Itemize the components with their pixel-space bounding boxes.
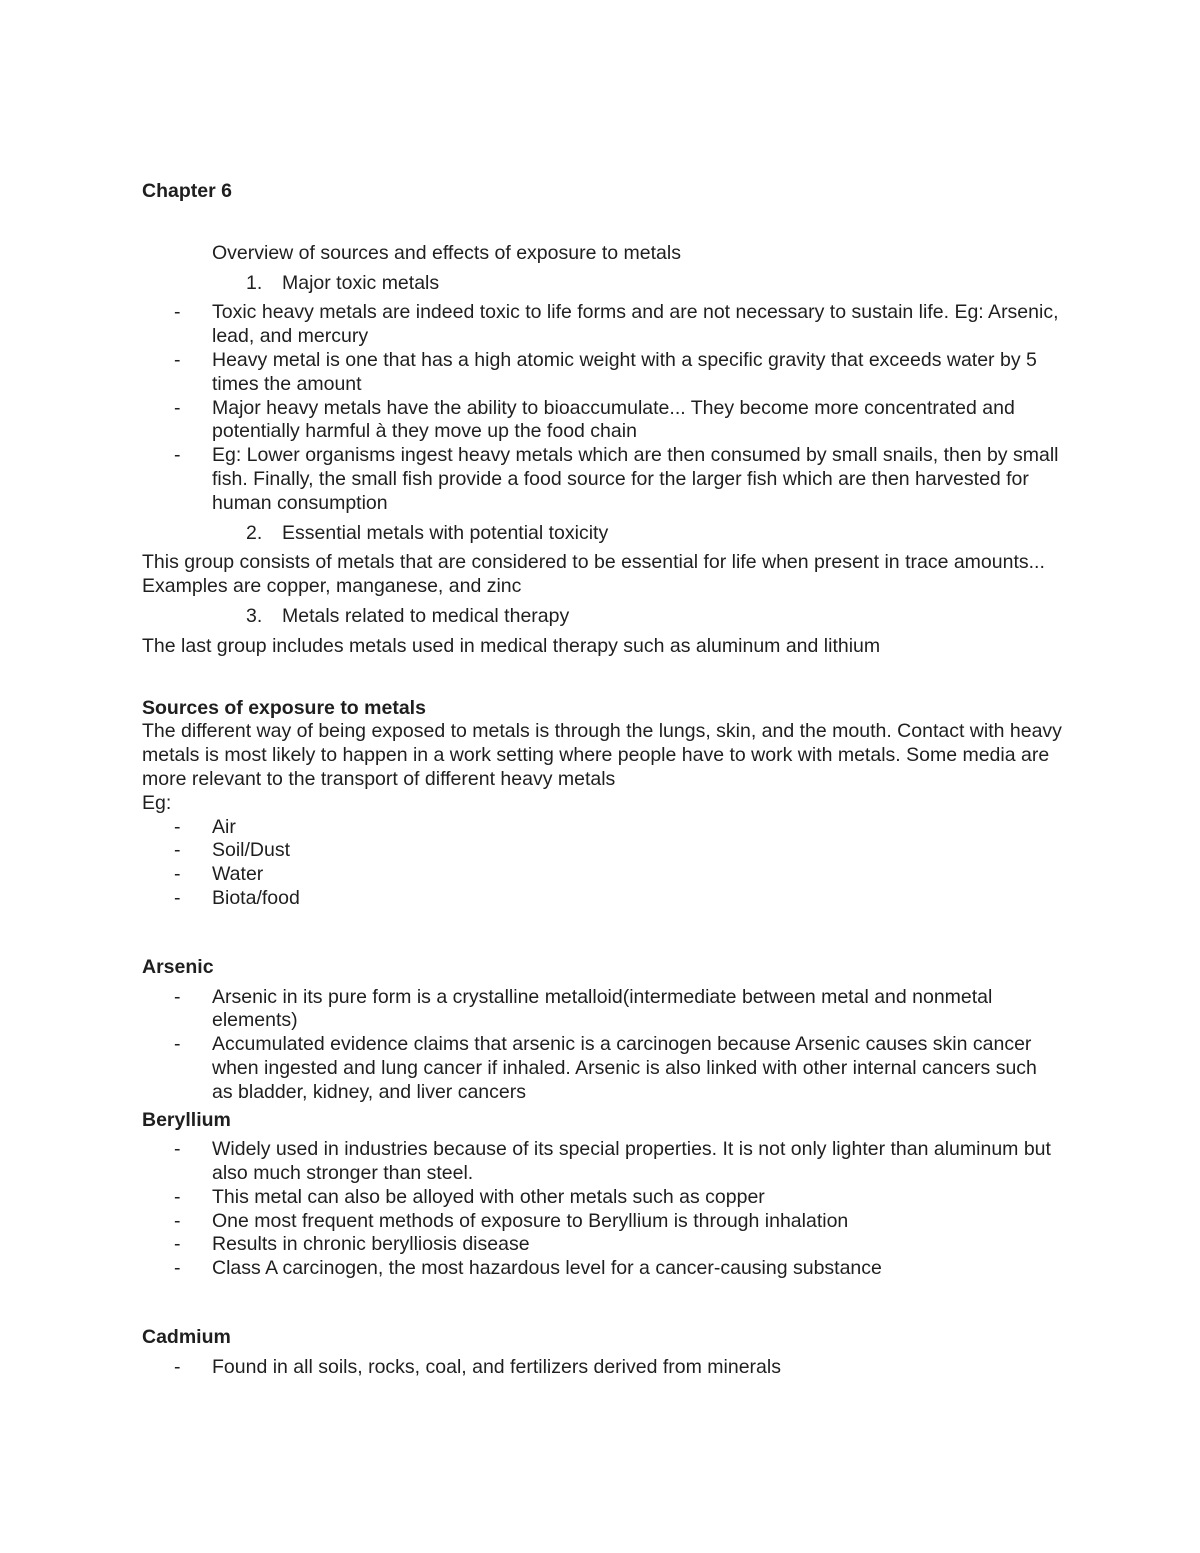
list-item — [142, 1233, 1062, 1257]
section-1-bullets — [142, 301, 1062, 515]
list-item — [142, 301, 1062, 349]
dash-marker: - — [174, 444, 181, 467]
list-item-text: Heavy metal is one that has a high atomic weight with a specific gravity that exceeds water by 5 times the amount — [212, 348, 1037, 395]
dash-marker: - — [174, 985, 181, 1008]
list-item — [142, 1033, 1062, 1104]
list-item-text: Class A carcinogen, the most hazardous level for a cancer-causing substance — [212, 1257, 882, 1280]
list-item-text: Eg: Lower organisms ingest heavy metals which are then consumed by small snails, then by small fish. Finally, the small fish provide a food source for the larger fish which are then harvested for human consumption — [212, 444, 1059, 514]
dash-marker: - — [174, 1138, 181, 1161]
list-item — [142, 349, 1062, 397]
arsenic-heading: Arsenic — [142, 955, 214, 978]
list-item — [142, 1356, 1062, 1380]
beryllium-heading: Beryllium — [142, 1108, 231, 1131]
section-3-text: The last group includes metals used in medical therapy such as aluminum and lithium — [142, 634, 881, 657]
sources-text: The different way of being exposed to metals is through the lungs, skin, and the mouth. Contact with heavy metals is most likely to happen in a work setting where people have to work with metals. Some media are more relevant to the transport of different heavy metals — [142, 720, 1062, 790]
dash-marker: - — [174, 348, 181, 371]
list-item-text: Accumulated evidence claims that arsenic is a carcinogen because Arsenic causes skin cancer when ingested and lung cancer if inhaled. Arsenic is also linked with other internal cancers such as bladder, kidney, and liver cancers — [212, 1033, 1037, 1103]
cadmium-heading: Cadmium — [142, 1326, 231, 1349]
list-item — [142, 397, 1062, 445]
arsenic-list — [142, 986, 1062, 1105]
list-item-text: One most frequent methods of exposure to Beryllium is through inhalation — [212, 1209, 849, 1232]
list-item — [142, 1138, 1062, 1186]
list-item-text: Air — [212, 815, 236, 838]
dash-marker: - — [174, 886, 181, 909]
section-3-title: Metals related to medical therapy — [282, 604, 570, 627]
dash-marker: - — [174, 839, 181, 862]
list-item — [142, 444, 1062, 515]
dash-marker: - — [174, 301, 181, 324]
document-body — [142, 180, 1062, 1380]
sources-list — [142, 816, 1062, 911]
list-item-text: This metal can also be alloyed with other metals such as copper — [212, 1185, 765, 1208]
section-3-heading — [142, 605, 1062, 629]
dash-marker: - — [174, 1233, 181, 1256]
list-item — [142, 839, 1062, 863]
list-item-text: Widely used in industries because of its special properties. It is not only lighter than aluminum but also much stronger than steel. — [212, 1138, 1051, 1185]
section-1-title: Major toxic metals — [282, 271, 440, 294]
section-2-text: This group consists of metals that are considered to be essential for life when present in trace amounts... Examples are copper, manganese, and zinc — [142, 551, 1045, 598]
list-item — [142, 1210, 1062, 1234]
list-item-text: Soil/Dust — [212, 839, 291, 862]
dash-marker: - — [174, 1257, 181, 1280]
overview-line: Overview of sources and effects of exposure to metals — [212, 241, 681, 264]
dash-marker: - — [174, 1033, 181, 1056]
sources-heading: Sources of exposure to metals — [142, 696, 426, 719]
list-item-text: Results in chronic berylliosis disease — [212, 1233, 530, 1256]
list-item — [142, 816, 1062, 840]
list-item-text: Toxic heavy metals are indeed toxic to life forms and are not necessary to sustain life. Eg: Arsenic, lead, and mercury — [212, 301, 1059, 348]
list-item-text: Water — [212, 863, 264, 886]
dash-marker: - — [174, 1185, 181, 1208]
dash-marker: - — [174, 815, 181, 838]
list-item-text: Major heavy metals have the ability to bioaccumulate... They become more concentrated and potentially harmful à they move up the food chain — [212, 396, 1015, 443]
section-2-title: Essential metals with potential toxicity — [282, 521, 609, 544]
section-1-heading — [142, 272, 1062, 296]
list-item-text: Arsenic in its pure form is a crystalline metalloid(intermediate between metal and nonmetal elements) — [212, 985, 993, 1032]
cadmium-list — [142, 1356, 1062, 1380]
list-item — [142, 863, 1062, 887]
list-item — [142, 1257, 1062, 1281]
chapter-title: Chapter 6 — [142, 180, 232, 202]
section-1-number: 1. — [246, 271, 263, 294]
section-2-number: 2. — [246, 521, 263, 544]
dash-marker: - — [174, 1355, 181, 1378]
dash-marker: - — [174, 396, 181, 419]
section-3-number: 3. — [246, 604, 263, 627]
beryllium-list — [142, 1138, 1062, 1281]
list-item-text: Biota/food — [212, 886, 300, 909]
list-item — [142, 887, 1062, 911]
sources-eg: Eg: — [142, 791, 172, 814]
list-item — [142, 1186, 1062, 1210]
dash-marker: - — [174, 863, 181, 886]
section-2-heading — [142, 522, 1062, 546]
list-item — [142, 986, 1062, 1034]
dash-marker: - — [174, 1209, 181, 1232]
list-item-text: Found in all soils, rocks, coal, and fertilizers derived from minerals — [212, 1355, 781, 1378]
